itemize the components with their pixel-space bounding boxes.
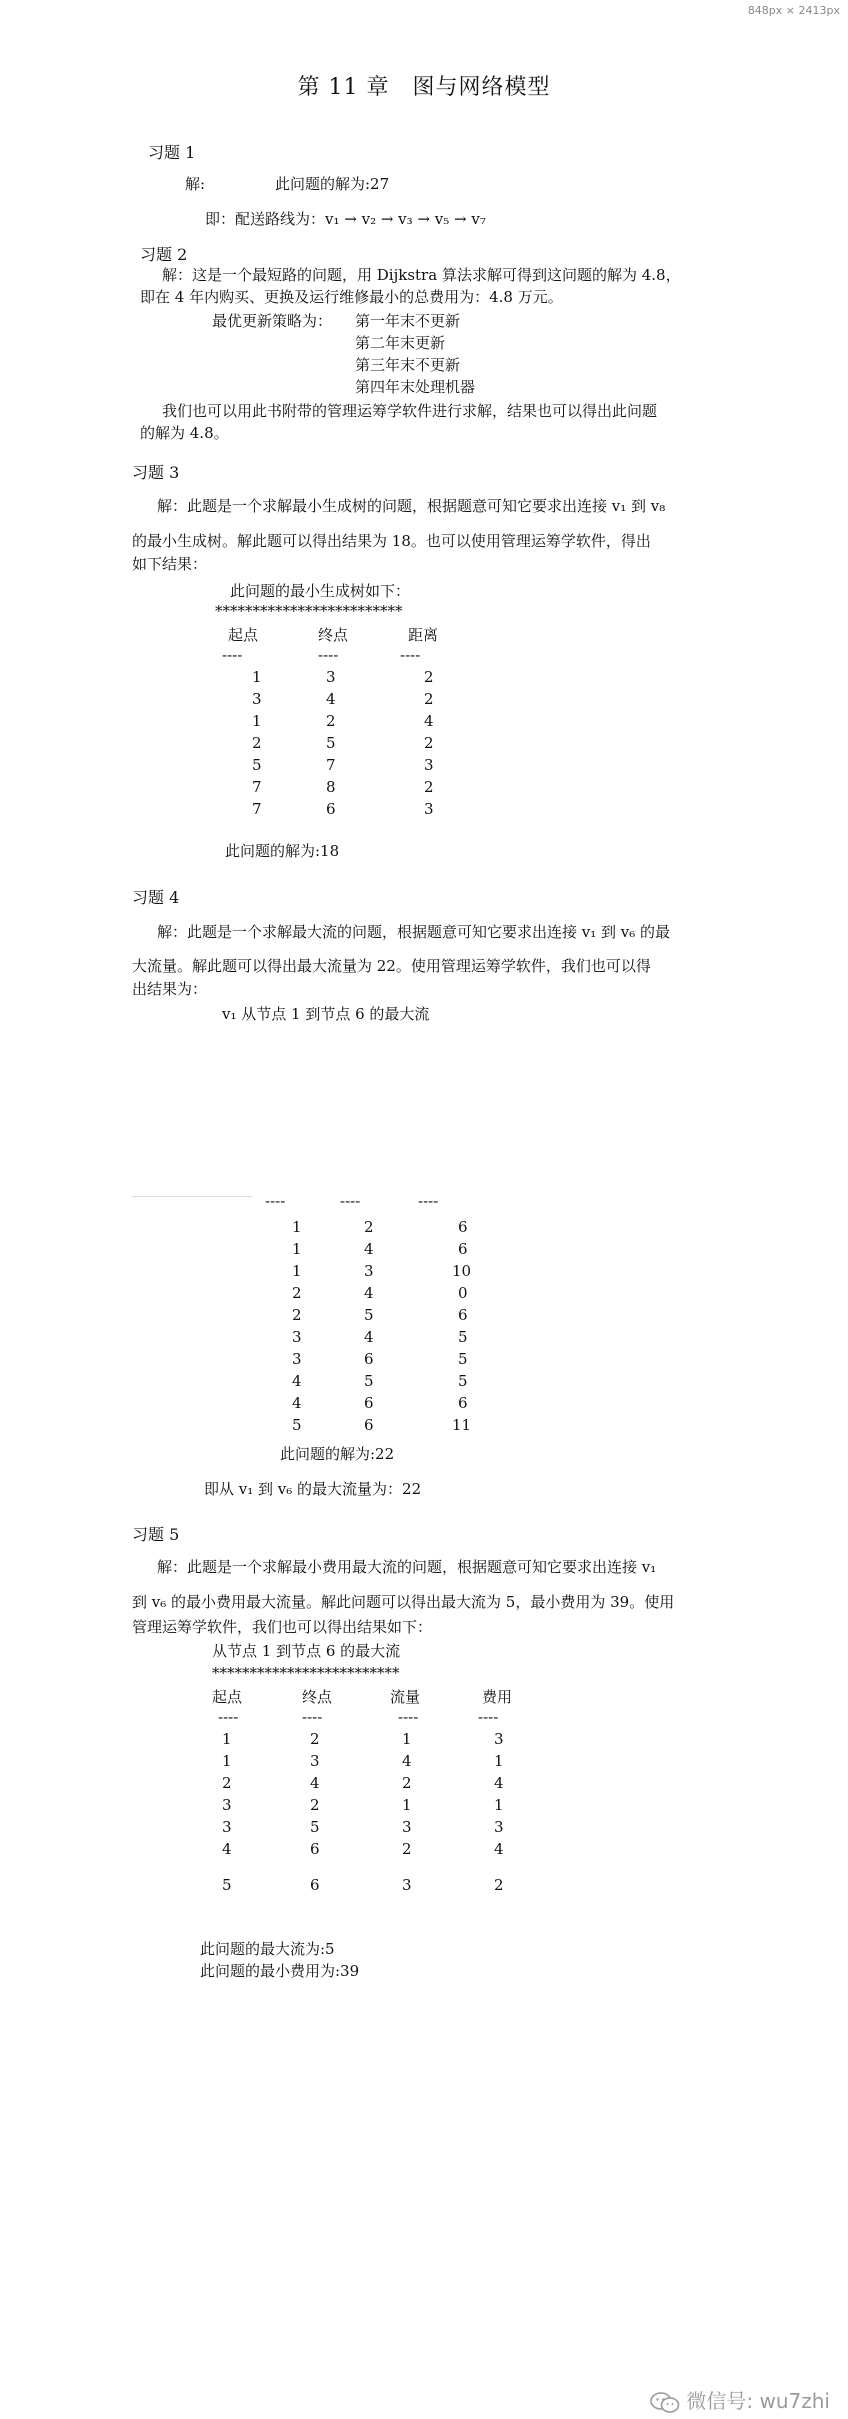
table-cell: 2 bbox=[310, 1730, 320, 1748]
table-cell: 6 bbox=[364, 1416, 374, 1434]
table-cell: 3 bbox=[402, 1876, 412, 1894]
table-row bbox=[0, 1730, 848, 1752]
column-header-end: 终点 bbox=[318, 626, 349, 644]
dash-cell: ---- bbox=[222, 646, 243, 664]
table-dash-row bbox=[0, 646, 848, 668]
table-cell: 3 bbox=[494, 1818, 504, 1836]
table-cell: 3 bbox=[310, 1752, 320, 1770]
table-row bbox=[0, 668, 848, 690]
exercise-4-heading: 习题 4 bbox=[132, 888, 180, 907]
table-cell: 4 bbox=[402, 1752, 412, 1770]
dash-cell: ---- bbox=[398, 1708, 419, 1726]
table-row bbox=[0, 1818, 848, 1840]
exercise-2-strategy-label: 最优更新策略为： bbox=[212, 312, 333, 330]
exercise-1-route: 即：配送路线为：v₁ → v₂ → v₃ → v₅ → v₇ bbox=[205, 210, 486, 228]
table-cell: 2 bbox=[402, 1840, 412, 1858]
table-header-row bbox=[0, 624, 848, 646]
page-title: 第 11 章 图与网络模型 bbox=[297, 75, 551, 100]
table-cell: 5 bbox=[458, 1372, 468, 1390]
column-header-start: 起点 bbox=[212, 1688, 243, 1706]
exercise-2-heading: 习题 2 bbox=[140, 245, 188, 264]
exercise-1-answer: 此问题的解为:27 bbox=[275, 175, 390, 193]
exercise-2-strategy-year-2: 第二年末更新 bbox=[355, 334, 446, 352]
table-row bbox=[0, 1284, 848, 1306]
table-cell: 4 bbox=[364, 1284, 374, 1302]
table-cell: 8 bbox=[326, 778, 336, 796]
exercise-1-heading: 习题 1 bbox=[148, 143, 196, 162]
table-cell: 4 bbox=[364, 1328, 374, 1346]
exercise-1-solve-label: 解: bbox=[185, 175, 206, 193]
table-cell: 3 bbox=[292, 1350, 302, 1368]
table-cell: 3 bbox=[252, 690, 262, 708]
table-row bbox=[0, 734, 848, 756]
table-cell: 4 bbox=[292, 1394, 302, 1412]
table-cell: 2 bbox=[364, 1218, 374, 1236]
table-cell: 2 bbox=[402, 1774, 412, 1792]
table-cell: 1 bbox=[252, 712, 262, 730]
exercise-3-table bbox=[0, 624, 848, 822]
exercise-4-table-title: v₁ 从节点 1 到节点 6 的最大流 bbox=[222, 1005, 430, 1023]
table-cell: 1 bbox=[494, 1752, 504, 1770]
exercise-5-line-2: 到 v₆ 的最小费用最大流量。解此问题可以得出最大流为 5，最小费用为 39。使用 bbox=[132, 1593, 675, 1611]
table-cell: 3 bbox=[326, 668, 336, 686]
table-cell: 2 bbox=[424, 778, 434, 796]
table-cell: 5 bbox=[458, 1328, 468, 1346]
column-header-cost: 费用 bbox=[482, 1688, 513, 1706]
exercise-5-min-cost: 此问题的最小费用为:39 bbox=[200, 1962, 360, 1980]
table-cell: 7 bbox=[252, 778, 262, 796]
dash-cell: ---- bbox=[418, 1192, 439, 1210]
dash-cell: ---- bbox=[265, 1192, 286, 1210]
exercise-4-line-3: 出结果为： bbox=[132, 980, 208, 998]
table-cell: 5 bbox=[292, 1416, 302, 1434]
exercise-4-line-2: 大流量。解此题可以得出最大流量为 22。使用管理运筹学软件，我们也可以得 bbox=[132, 957, 651, 975]
table-dash-row bbox=[0, 1192, 848, 1218]
exercise-3-line-1: 解：此题是一个求解最小生成树的问题，根据题意可知它要求出连接 v₁ 到 v₈ bbox=[157, 497, 666, 515]
exercise-3-line-2: 的最小生成树。解此题可以得出结果为 18。也可以使用管理运筹学软件，得出 bbox=[132, 532, 651, 550]
table-cell: 4 bbox=[222, 1840, 232, 1858]
table-cell: 6 bbox=[458, 1218, 468, 1236]
table-cell: 3 bbox=[364, 1262, 374, 1280]
table-dash-row bbox=[0, 1708, 848, 1730]
table-row bbox=[0, 1262, 848, 1284]
table-cell: 2 bbox=[292, 1284, 302, 1302]
table-cell: 4 bbox=[494, 1774, 504, 1792]
table-row bbox=[0, 1328, 848, 1350]
table-cell: 6 bbox=[458, 1306, 468, 1324]
exercise-3-answer: 此问题的解为:18 bbox=[225, 842, 340, 860]
table-cell: 4 bbox=[494, 1840, 504, 1858]
table-cell: 2 bbox=[326, 712, 336, 730]
table-cell: 7 bbox=[326, 756, 336, 774]
table-row bbox=[0, 1796, 848, 1818]
exercise-5-table-title: 从节点 1 到节点 6 的最大流 bbox=[212, 1642, 401, 1660]
table-row bbox=[0, 1416, 848, 1438]
exercise-2-strategy-year-4: 第四年末处理机器 bbox=[355, 378, 476, 396]
table-cell: 1 bbox=[252, 668, 262, 686]
image-size-label: 848px × 2413px bbox=[747, 4, 840, 17]
table-cell: 1 bbox=[292, 1240, 302, 1258]
dash-cell: ---- bbox=[400, 646, 421, 664]
table-cell: 2 bbox=[310, 1796, 320, 1814]
table-row bbox=[0, 1350, 848, 1372]
table-row bbox=[0, 778, 848, 800]
table-row bbox=[0, 1840, 848, 1862]
dash-cell: ---- bbox=[218, 1708, 239, 1726]
exercise-2-line-1: 解：这是一个最短路的问题，用 Dijkstra 算法求解可得到这问题的解为 4.8， bbox=[162, 266, 681, 284]
table-row bbox=[0, 1240, 848, 1262]
table-cell: 2 bbox=[424, 668, 434, 686]
exercise-4-table bbox=[0, 1192, 848, 1438]
table-row bbox=[0, 1774, 848, 1796]
table-row bbox=[0, 800, 848, 822]
table-cell: 3 bbox=[292, 1328, 302, 1346]
table-cell: 5 bbox=[222, 1876, 232, 1894]
table-cell: 2 bbox=[252, 734, 262, 752]
column-header-start: 起点 bbox=[228, 626, 259, 644]
table-cell: 6 bbox=[364, 1394, 374, 1412]
table-row bbox=[0, 712, 848, 734]
table-cell: 1 bbox=[402, 1730, 412, 1748]
table-cell: 1 bbox=[222, 1730, 232, 1748]
dash-cell: ---- bbox=[318, 646, 339, 664]
table-cell: 4 bbox=[364, 1240, 374, 1258]
table-row bbox=[0, 1752, 848, 1774]
table-cell: 6 bbox=[326, 800, 336, 818]
table-cell: 5 bbox=[364, 1306, 374, 1324]
exercise-5-heading: 习题 5 bbox=[132, 1525, 180, 1544]
table-cell: 6 bbox=[310, 1876, 320, 1894]
table-cell: 3 bbox=[494, 1730, 504, 1748]
table-cell: 4 bbox=[292, 1372, 302, 1390]
table-cell: 5 bbox=[252, 756, 262, 774]
table-cell: 6 bbox=[310, 1840, 320, 1858]
exercise-3-table-title: 此问题的最小生成树如下： bbox=[230, 582, 411, 600]
exercise-5-stars: ************************* bbox=[212, 1664, 400, 1682]
table-row bbox=[0, 1394, 848, 1416]
table-cell: 3 bbox=[402, 1818, 412, 1836]
table-cell: 4 bbox=[424, 712, 434, 730]
table-cell: 2 bbox=[222, 1774, 232, 1792]
table-cell: 5 bbox=[364, 1372, 374, 1390]
table-row bbox=[0, 1876, 848, 1898]
table-cell: 5 bbox=[310, 1818, 320, 1836]
table-cell: 2 bbox=[494, 1876, 504, 1894]
column-header-end: 终点 bbox=[302, 1688, 333, 1706]
table-cell: 5 bbox=[326, 734, 336, 752]
table-cell: 3 bbox=[424, 756, 434, 774]
table-cell: 1 bbox=[222, 1752, 232, 1770]
exercise-2-note-1: 我们也可以用此书附带的管理运筹学软件进行求解，结果也可以得出此问题 bbox=[162, 402, 658, 420]
table-cell: 5 bbox=[458, 1350, 468, 1368]
exercise-2-line-2: 即在 4 年内购买、更换及运行维修最小的总费用为：4.8 万元。 bbox=[140, 288, 563, 306]
exercise-5-table bbox=[0, 1686, 848, 1898]
table-cell: 1 bbox=[402, 1796, 412, 1814]
column-header-flow: 流量 bbox=[390, 1688, 421, 1706]
table-header-row bbox=[0, 1686, 848, 1708]
table-cell: 2 bbox=[292, 1306, 302, 1324]
dash-cell: ---- bbox=[478, 1708, 499, 1726]
watermark-text: 微信号: wu7zhi bbox=[686, 2389, 830, 2413]
table-cell: 4 bbox=[326, 690, 336, 708]
table-row bbox=[0, 1218, 848, 1240]
dash-cell: ---- bbox=[302, 1708, 323, 1726]
exercise-4-conclusion: 即从 v₁ 到 v₆ 的最大流量为：22 bbox=[204, 1480, 422, 1498]
table-cell: 7 bbox=[252, 800, 262, 818]
table-cell: 10 bbox=[452, 1262, 472, 1280]
exercise-3-line-3: 如下结果： bbox=[132, 555, 208, 573]
wechat-icon bbox=[650, 2392, 680, 2414]
exercise-5-line-1: 解：此题是一个求解最小费用最大流的问题，根据题意可知它要求出连接 v₁ bbox=[157, 1558, 657, 1576]
table-cell: 6 bbox=[458, 1394, 468, 1412]
table-cell: 0 bbox=[458, 1284, 468, 1302]
table-cell: 3 bbox=[424, 800, 434, 818]
table-row bbox=[0, 690, 848, 712]
exercise-3-stars: ************************* bbox=[215, 602, 403, 620]
exercise-4-line-1: 解：此题是一个求解最大流的问题，根据题意可知它要求出连接 v₁ 到 v₆ 的最 bbox=[157, 923, 671, 941]
table-row bbox=[0, 756, 848, 778]
column-header-distance: 距离 bbox=[408, 626, 439, 644]
exercise-2-strategy-year-3: 第三年末不更新 bbox=[355, 356, 461, 374]
table-cell: 2 bbox=[424, 734, 434, 752]
wechat-watermark bbox=[650, 2385, 830, 2414]
table-cell: 1 bbox=[292, 1262, 302, 1280]
exercise-4-answer: 此问题的解为:22 bbox=[280, 1445, 395, 1463]
table-row bbox=[0, 1372, 848, 1394]
dash-cell: ---- bbox=[340, 1192, 361, 1210]
exercise-5-max-flow: 此问题的最大流为:5 bbox=[200, 1940, 335, 1958]
exercise-2-strategy-year-1: 第一年末不更新 bbox=[355, 312, 461, 330]
table-cell: 4 bbox=[310, 1774, 320, 1792]
table-cell: 11 bbox=[452, 1416, 472, 1434]
table-cell: 3 bbox=[222, 1796, 232, 1814]
table-cell: 3 bbox=[222, 1818, 232, 1836]
table-cell: 2 bbox=[424, 690, 434, 708]
table-cell: 6 bbox=[364, 1350, 374, 1368]
table-cell: 1 bbox=[494, 1796, 504, 1814]
table-cell: 1 bbox=[292, 1218, 302, 1236]
exercise-2-note-2: 的解为 4.8。 bbox=[140, 424, 229, 442]
exercise-3-heading: 习题 3 bbox=[132, 463, 180, 482]
exercise-5-line-3: 管理运筹学软件，我们也可以得出结果如下： bbox=[132, 1618, 433, 1636]
table-row bbox=[0, 1306, 848, 1328]
table-cell: 6 bbox=[458, 1240, 468, 1258]
